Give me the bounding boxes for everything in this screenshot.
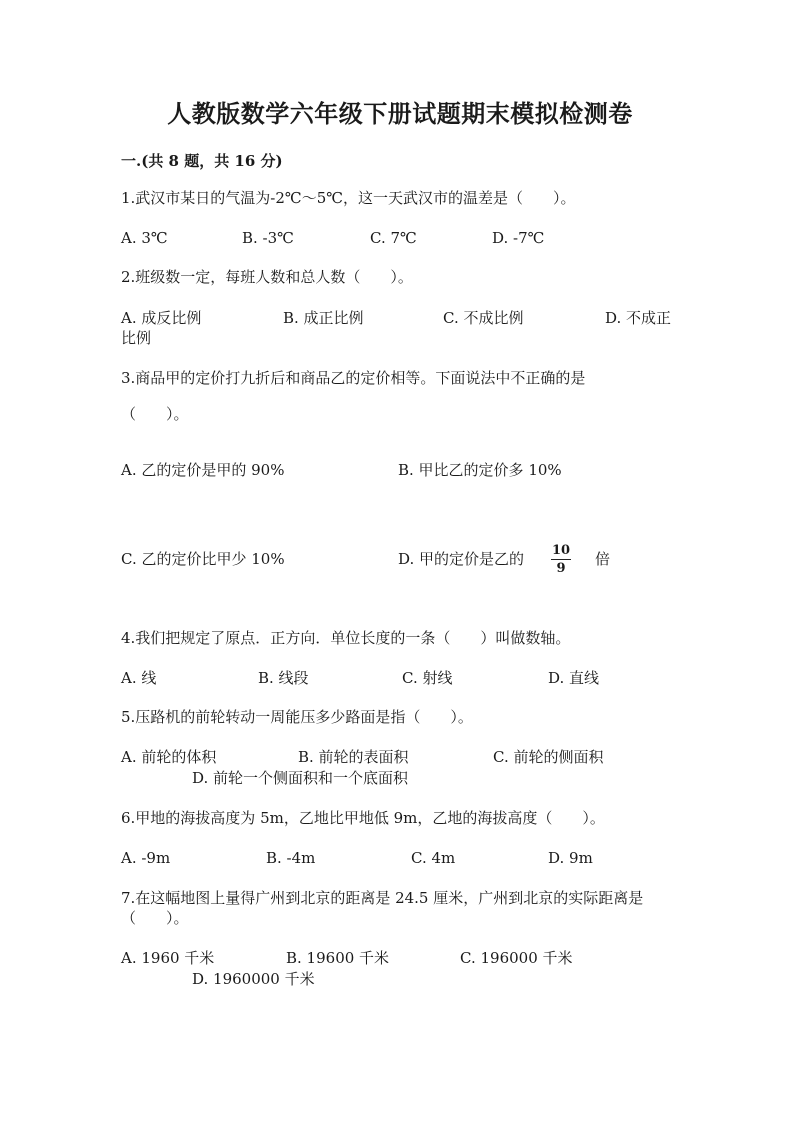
question-2-option-d-wrap: 比例 bbox=[121, 329, 152, 347]
question-7-option-b[interactable]: B. 19600 千米 bbox=[286, 949, 390, 967]
section-heading: 一.(共 8 题，共 16 分) bbox=[121, 152, 283, 170]
question-6-option-d[interactable]: D. 9m bbox=[548, 849, 593, 867]
question-3-stem: 3.商品甲的定价打九折后和商品乙的定价相等。下面说法中不正确的是 bbox=[121, 369, 586, 387]
question-2-stem: 2.班级数一定，每班人数和总人数（ ）。 bbox=[121, 268, 413, 286]
page-title: 人教版数学六年级下册试题期末模拟检测卷 bbox=[167, 99, 633, 128]
question-1-option-d[interactable]: D. -7℃ bbox=[492, 229, 545, 247]
question-4-option-b[interactable]: B. 线段 bbox=[258, 669, 309, 687]
question-1-option-c[interactable]: C. 7℃ bbox=[370, 229, 417, 247]
question-1-stem: 1.武汉市某日的气温为-2℃～5℃，这一天武汉市的温差是（ ）。 bbox=[121, 189, 576, 207]
question-2-option-d[interactable]: D. 不成正 bbox=[605, 309, 672, 327]
question-7-option-d[interactable]: D. 1960000 千米 bbox=[192, 970, 315, 988]
fraction-bar bbox=[551, 559, 571, 560]
question-3-stem-blank: （ ）。 bbox=[121, 405, 189, 423]
question-5-stem: 5.压路机的前轮转动一周能压多少路面是指（ ）。 bbox=[121, 708, 473, 726]
question-7-stem-blank: （ ）。 bbox=[121, 909, 189, 927]
question-2-option-a[interactable]: A. 成反比例 bbox=[121, 309, 202, 327]
question-6-option-c[interactable]: C. 4m bbox=[411, 849, 456, 867]
question-3-fraction bbox=[551, 543, 571, 576]
question-5-option-b[interactable]: B. 前轮的表面积 bbox=[298, 748, 409, 766]
question-4-stem: 4.我们把规定了原点．正方向．单位长度的一条（ ）叫做数轴。 bbox=[121, 629, 571, 647]
fraction-denominator: 9 bbox=[556, 561, 566, 576]
question-5-option-a[interactable]: A. 前轮的体积 bbox=[121, 748, 217, 766]
question-2-option-b[interactable]: B. 成正比例 bbox=[283, 309, 364, 327]
question-1-option-b[interactable]: B. -3℃ bbox=[242, 229, 294, 247]
question-3-option-a[interactable]: A. 乙的定价是甲的 90% bbox=[121, 461, 285, 479]
question-4-option-a[interactable]: A. 线 bbox=[121, 669, 157, 687]
question-1-option-a[interactable]: A. 3℃ bbox=[121, 229, 168, 247]
question-3-option-b[interactable]: B. 甲比乙的定价多 10% bbox=[398, 461, 562, 479]
question-3-option-d[interactable]: D. 甲的定价是乙的 bbox=[398, 550, 525, 568]
question-7-option-a[interactable]: A. 1960 千米 bbox=[121, 949, 215, 967]
question-2-option-c[interactable]: C. 不成比例 bbox=[443, 309, 524, 327]
question-3-option-d-suffix: 倍 bbox=[595, 550, 611, 568]
fraction-numerator: 10 bbox=[551, 543, 571, 558]
question-6-option-a[interactable]: A. -9m bbox=[121, 849, 171, 867]
question-7-stem: 7.在这幅地图上量得广州到北京的距离是 24.5 厘米，广州到北京的实际距离是 bbox=[121, 889, 644, 907]
question-5-option-d[interactable]: D. 前轮一个侧面积和一个底面积 bbox=[192, 769, 409, 787]
question-7-option-c[interactable]: C. 196000 千米 bbox=[460, 949, 573, 967]
question-6-option-b[interactable]: B. -4m bbox=[266, 849, 316, 867]
question-5-option-c[interactable]: C. 前轮的侧面积 bbox=[493, 748, 604, 766]
question-6-stem: 6.甲地的海拔高度为 5m，乙地比甲地低 9m，乙地的海拔高度（ ）。 bbox=[121, 809, 605, 827]
question-4-option-c[interactable]: C. 射线 bbox=[402, 669, 453, 687]
question-3-option-c[interactable]: C. 乙的定价比甲少 10% bbox=[121, 550, 285, 568]
question-4-option-d[interactable]: D. 直线 bbox=[548, 669, 600, 687]
